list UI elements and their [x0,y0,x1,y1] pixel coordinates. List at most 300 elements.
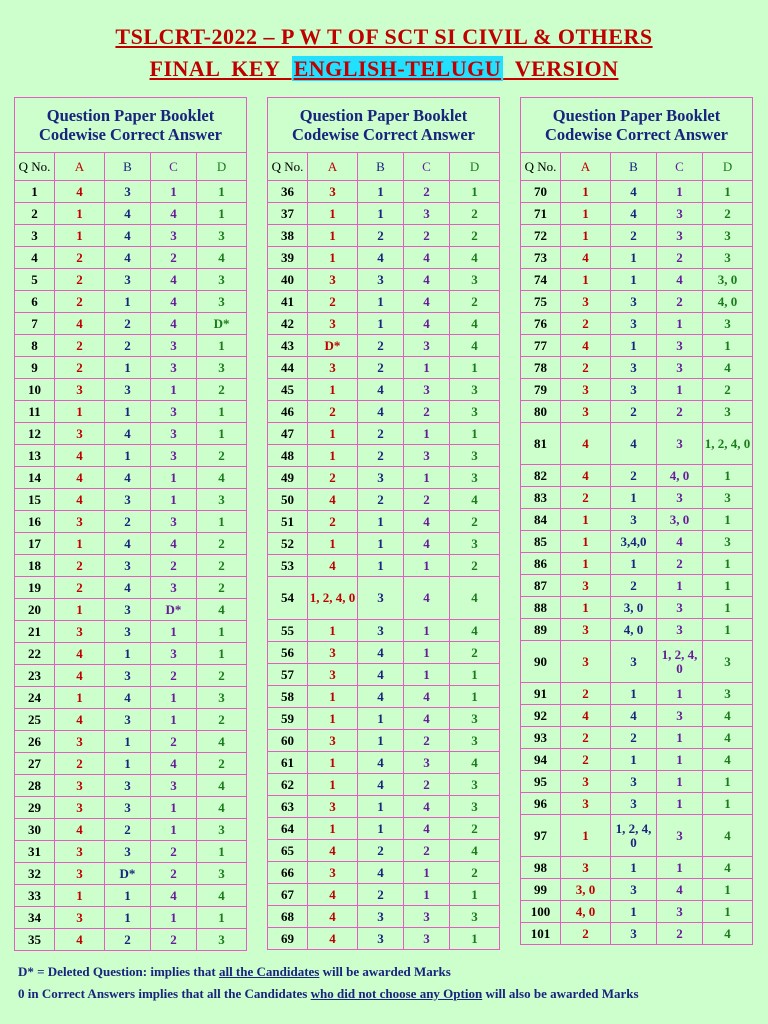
answer-cell: 2 [611,727,657,749]
question-number: 16 [15,511,55,533]
question-number: 15 [15,489,55,511]
table-row [268,533,500,555]
table-row [15,181,247,203]
answer-cell: 1 [197,511,247,533]
answer-cell: 4 [404,269,450,291]
table-row [268,225,500,247]
question-number: 73 [521,247,561,269]
title-highlight: ENGLISH-TELUGU [293,56,502,81]
table-row [268,708,500,730]
question-number: 89 [521,619,561,641]
answer-cell: 2 [55,291,105,313]
answer-cell: 4 [358,752,404,774]
question-number: 87 [521,575,561,597]
table-header: Question Paper Booklet Codewise Correct Answer [521,98,753,153]
table-row [15,599,247,621]
question-number: 48 [268,445,308,467]
question-number: 76 [521,313,561,335]
table-row [521,901,753,923]
answer-cell: 1 [657,771,703,793]
answer-cell: 2 [197,533,247,555]
answer-cell: 2 [308,401,358,423]
answer-cell: 3 [197,489,247,511]
table-row [268,335,500,357]
answer-cell: 1 [450,884,500,906]
answer-cell: 3 [151,643,197,665]
answer-cell: 1 [55,203,105,225]
answer-cell: 1 [105,753,151,775]
table-header: Question Paper Booklet Codewise Correct Answer [268,98,500,153]
question-number: 63 [268,796,308,818]
table-row [15,291,247,313]
question-number: 14 [15,467,55,489]
table-row [268,884,500,906]
answer-cell: 2 [308,291,358,313]
table-row [521,857,753,879]
answer-cell: 4 [105,247,151,269]
answer-cell: 1 [703,597,753,619]
table-row [268,247,500,269]
answer-cell: 3 [197,929,247,951]
answer-cell: 3 [450,730,500,752]
answer-cell: 4 [561,247,611,269]
question-number: 22 [15,643,55,665]
table-row [15,335,247,357]
answer-cell: 1 [450,928,500,950]
answer-cell: 2 [358,884,404,906]
answer-cell: 3 [358,269,404,291]
table-row [521,597,753,619]
table-row [521,247,753,269]
answer-cell: 4 [151,269,197,291]
table-row [268,840,500,862]
column-header: A [561,153,611,181]
answer-cell: 3 [55,423,105,445]
answer-cell: 4 [450,620,500,642]
answer-cell: 2 [197,709,247,731]
answer-cell: 3 [151,225,197,247]
table-row [521,487,753,509]
answer-table-1 [14,97,247,951]
answer-cell: 3 [105,599,151,621]
answer-cell: 3 [105,379,151,401]
table-row [268,796,500,818]
question-number: 61 [268,752,308,774]
table-row [15,753,247,775]
question-number: 37 [268,203,308,225]
answer-cell: 1 [105,291,151,313]
table-row [15,401,247,423]
answer-cell: 4 [561,423,611,465]
question-number: 52 [268,533,308,555]
table-row [521,401,753,423]
table-row [15,687,247,709]
answer-cell: 4 [151,533,197,555]
table-row [15,225,247,247]
question-number: 24 [15,687,55,709]
answer-cell: 3 [308,181,358,203]
answer-cell: 4 [105,687,151,709]
column-header: C [151,153,197,181]
table-row [521,225,753,247]
answer-cell: 1 [657,181,703,203]
question-number: 23 [15,665,55,687]
answer-cell: 1 [657,727,703,749]
answer-cell: 3 [561,857,611,879]
question-number: 3 [15,225,55,247]
question-number: 51 [268,511,308,533]
answer-cell: 4 [404,818,450,840]
table-row [521,357,753,379]
answer-cell: 2 [450,642,500,664]
answer-cell: 3 [657,705,703,727]
answer-cell: 1 [561,203,611,225]
answer-cell: 3 [151,511,197,533]
answer-cell: 2 [151,929,197,951]
answer-cell: 2 [561,683,611,705]
answer-cell: 3 [657,203,703,225]
question-number: 19 [15,577,55,599]
answer-cell: 1 [197,335,247,357]
answer-cell: 2 [561,487,611,509]
answer-cell: 1 [55,533,105,555]
answer-cell: 1 [450,664,500,686]
answer-table-3 [520,97,753,945]
column-header: D [197,153,247,181]
answer-cell: 2 [561,749,611,771]
answer-cell: 4 [703,727,753,749]
question-number: 35 [15,929,55,951]
table-row [268,489,500,511]
question-number: 71 [521,203,561,225]
answer-cell: 1 [561,225,611,247]
answer-cell: 3 [404,752,450,774]
table-row [521,793,753,815]
answer-cell: 4 [105,467,151,489]
answer-cell: 3 [105,181,151,203]
table-row [268,313,500,335]
answer-cell: 2 [404,225,450,247]
table-row [521,749,753,771]
answer-cell: 3 [657,619,703,641]
answer-cell: 2 [703,379,753,401]
answer-cell: 1 [55,225,105,247]
note2-text-end: will also be awarded Marks [482,986,639,1001]
table-row [268,379,500,401]
table-row [15,357,247,379]
answer-cell: 3 [561,379,611,401]
answer-table-2 [267,97,500,950]
answer-cell: 1 [197,423,247,445]
answer-cell: 3, 0 [657,509,703,531]
answer-cell: 4 [55,181,105,203]
answer-cell: 3 [561,793,611,815]
answer-cell: 1 [358,181,404,203]
answer-cell: 3 [105,709,151,731]
answer-cell: 4 [151,753,197,775]
answer-cell: 1 [611,857,657,879]
answer-cell: 3 [404,928,450,950]
answer-cell: 3 [450,774,500,796]
question-number: 49 [268,467,308,489]
title-line-2-post: VERSION [503,56,619,81]
question-number: 31 [15,841,55,863]
question-number: 78 [521,357,561,379]
answer-cell: 3 [703,225,753,247]
answer-cell: 3 [703,641,753,683]
answer-cell: 4 [55,445,105,467]
question-number: 55 [268,620,308,642]
question-number: 72 [521,225,561,247]
answer-cell: 4 [197,885,247,907]
answer-cell: 1 [308,620,358,642]
column-header: D [703,153,753,181]
answer-cell: 4 [703,357,753,379]
column-header: C [657,153,703,181]
question-number: 94 [521,749,561,771]
table-row [268,511,500,533]
answer-cell: 4 [561,465,611,487]
answer-cell: 1 [657,575,703,597]
answer-cell: 3 [151,775,197,797]
answer-cell: 1 [151,797,197,819]
answer-cell: 4 [105,533,151,555]
answer-cell: 4 [55,665,105,687]
question-number: 28 [15,775,55,797]
question-number: 88 [521,597,561,619]
answer-cell: 1 [561,509,611,531]
question-number: 60 [268,730,308,752]
answer-cell: 3 [55,841,105,863]
answer-cell: 3 [308,642,358,664]
column-header: D [450,153,500,181]
answer-cell: 1 [151,621,197,643]
answer-cell: 4 [358,401,404,423]
answer-cell: D* [151,599,197,621]
answer-cell: 3 [703,401,753,423]
question-number: 9 [15,357,55,379]
answer-cell: 1 [308,708,358,730]
answer-cell: 2 [657,553,703,575]
answer-cell: 2 [308,467,358,489]
note2-text: 0 in Correct Answers implies that all the Candidates [18,986,311,1001]
table-row [521,291,753,313]
answer-cell: 1 [611,487,657,509]
note-zero-answer [18,986,639,1002]
answer-cell: 2 [358,423,404,445]
answer-cell: 1 [308,247,358,269]
answer-cell: 4 [561,335,611,357]
answer-cell: 4 [197,467,247,489]
column-header: Q No. [521,153,561,181]
answer-cell: 2 [404,401,450,423]
answer-cell: 1 [611,269,657,291]
answer-cell: 2 [404,489,450,511]
table-row [15,863,247,885]
answer-cell: 1 [151,467,197,489]
question-number: 1 [15,181,55,203]
answer-cell: 3 [105,841,151,863]
answer-cell: 4 [308,840,358,862]
question-number: 32 [15,863,55,885]
answer-cell: 2 [197,555,247,577]
answer-cell: 1 [308,379,358,401]
answer-cell: 2 [358,225,404,247]
answer-cell: 3 [55,797,105,819]
answer-cell: 3 [358,620,404,642]
table-row [521,335,753,357]
column-header: B [611,153,657,181]
answer-cell: 4 [55,313,105,335]
answer-cell: 4 [308,928,358,950]
answer-cell: 1 [703,335,753,357]
answer-cell: 1 [611,553,657,575]
answer-cell: 3 [611,641,657,683]
question-number: 74 [521,269,561,291]
table-row [15,511,247,533]
answer-cell: 1 [404,357,450,379]
answer-cell: 4 [358,247,404,269]
answer-cell: 3 [657,423,703,465]
answer-table [14,97,247,951]
answer-cell: 1 [703,575,753,597]
answer-cell: 2 [197,577,247,599]
table-row [268,686,500,708]
answer-cell: 4 [404,247,450,269]
table-row [268,774,500,796]
question-number: 46 [268,401,308,423]
table-row [15,379,247,401]
answer-cell: 4 [450,752,500,774]
table-row [521,815,753,857]
answer-cell: 3 [197,225,247,247]
answer-cell: 4 [703,705,753,727]
question-number: 5 [15,269,55,291]
answer-cell: 4 [404,533,450,555]
answer-cell: 1 [197,621,247,643]
answer-cell: 4, 0 [703,291,753,313]
answer-cell: 3 [404,445,450,467]
answer-cell: 3, 0 [611,597,657,619]
table-row [268,445,500,467]
question-number: 26 [15,731,55,753]
answer-cell: 2 [151,247,197,269]
answer-cell: 4 [197,599,247,621]
answer-cell: 2 [450,225,500,247]
question-number: 85 [521,531,561,553]
table-row [15,709,247,731]
answer-cell: 3 [611,357,657,379]
question-number: 75 [521,291,561,313]
table-row [15,313,247,335]
answer-cell: 2 [55,753,105,775]
question-number: 59 [268,708,308,730]
answer-cell: 1 [358,796,404,818]
answer-cell: 1 [358,818,404,840]
question-number: 99 [521,879,561,901]
answer-cell: 1 [55,687,105,709]
answer-cell: 1 [197,907,247,929]
answer-cell: 4 [404,796,450,818]
table-row [268,467,500,489]
note1-underlined: all the Candidates [218,964,320,979]
answer-cell: 1 [611,335,657,357]
answer-cell: 4 [55,929,105,951]
table-row [268,203,500,225]
table-row [268,269,500,291]
answer-cell: 3 [55,511,105,533]
column-header: B [358,153,404,181]
answer-cell: 1 [561,815,611,857]
table-row [15,445,247,467]
answer-cell: 2 [105,819,151,841]
answer-cell: 2 [105,313,151,335]
table-row [521,313,753,335]
answer-cell: 4 [450,247,500,269]
answer-cell: 4 [450,840,500,862]
answer-cell: 2 [55,577,105,599]
answer-cell: 4 [611,181,657,203]
answer-cell: 1 [358,533,404,555]
answer-cell: 2 [151,863,197,885]
table-row [268,401,500,423]
table-row [15,929,247,951]
answer-cell: 3 [151,357,197,379]
question-number: 41 [268,291,308,313]
question-number: 8 [15,335,55,357]
answer-cell: 1 [197,643,247,665]
answer-cell: 1 [55,401,105,423]
table-row [268,906,500,928]
answer-cell: 2 [657,923,703,945]
question-number: 40 [268,269,308,291]
answer-cell: 3 [657,597,703,619]
answer-cell: 2 [105,929,151,951]
answer-cell: 2 [450,862,500,884]
answer-cell: 3 [151,423,197,445]
answer-table [520,97,753,945]
answer-cell: 3 [561,291,611,313]
table-row [15,467,247,489]
answer-cell: 4 [151,291,197,313]
answer-cell: 1 [561,181,611,203]
answer-cell: 3 [703,313,753,335]
question-number: 95 [521,771,561,793]
answer-cell: 4 [404,577,450,620]
table-row [15,819,247,841]
answer-cell: 1 [657,749,703,771]
question-number: 68 [268,906,308,928]
answer-cell: 2 [151,841,197,863]
answer-cell: D* [197,313,247,335]
answer-cell: 1 [404,664,450,686]
answer-cell: 1 [611,683,657,705]
answer-cell: 4 [358,774,404,796]
answer-cell: 3, 0 [703,269,753,291]
note1-text-end: will be awarded Marks [319,964,451,979]
question-number: 10 [15,379,55,401]
question-number: 20 [15,599,55,621]
answer-cell: 3 [450,269,500,291]
table-row [521,269,753,291]
answer-cell: 1 [308,445,358,467]
answer-cell: 4 [197,247,247,269]
answer-cell: 3 [55,775,105,797]
answer-cell: 3 [657,225,703,247]
question-number: 53 [268,555,308,577]
answer-cell: 4 [308,906,358,928]
question-number: 34 [15,907,55,929]
